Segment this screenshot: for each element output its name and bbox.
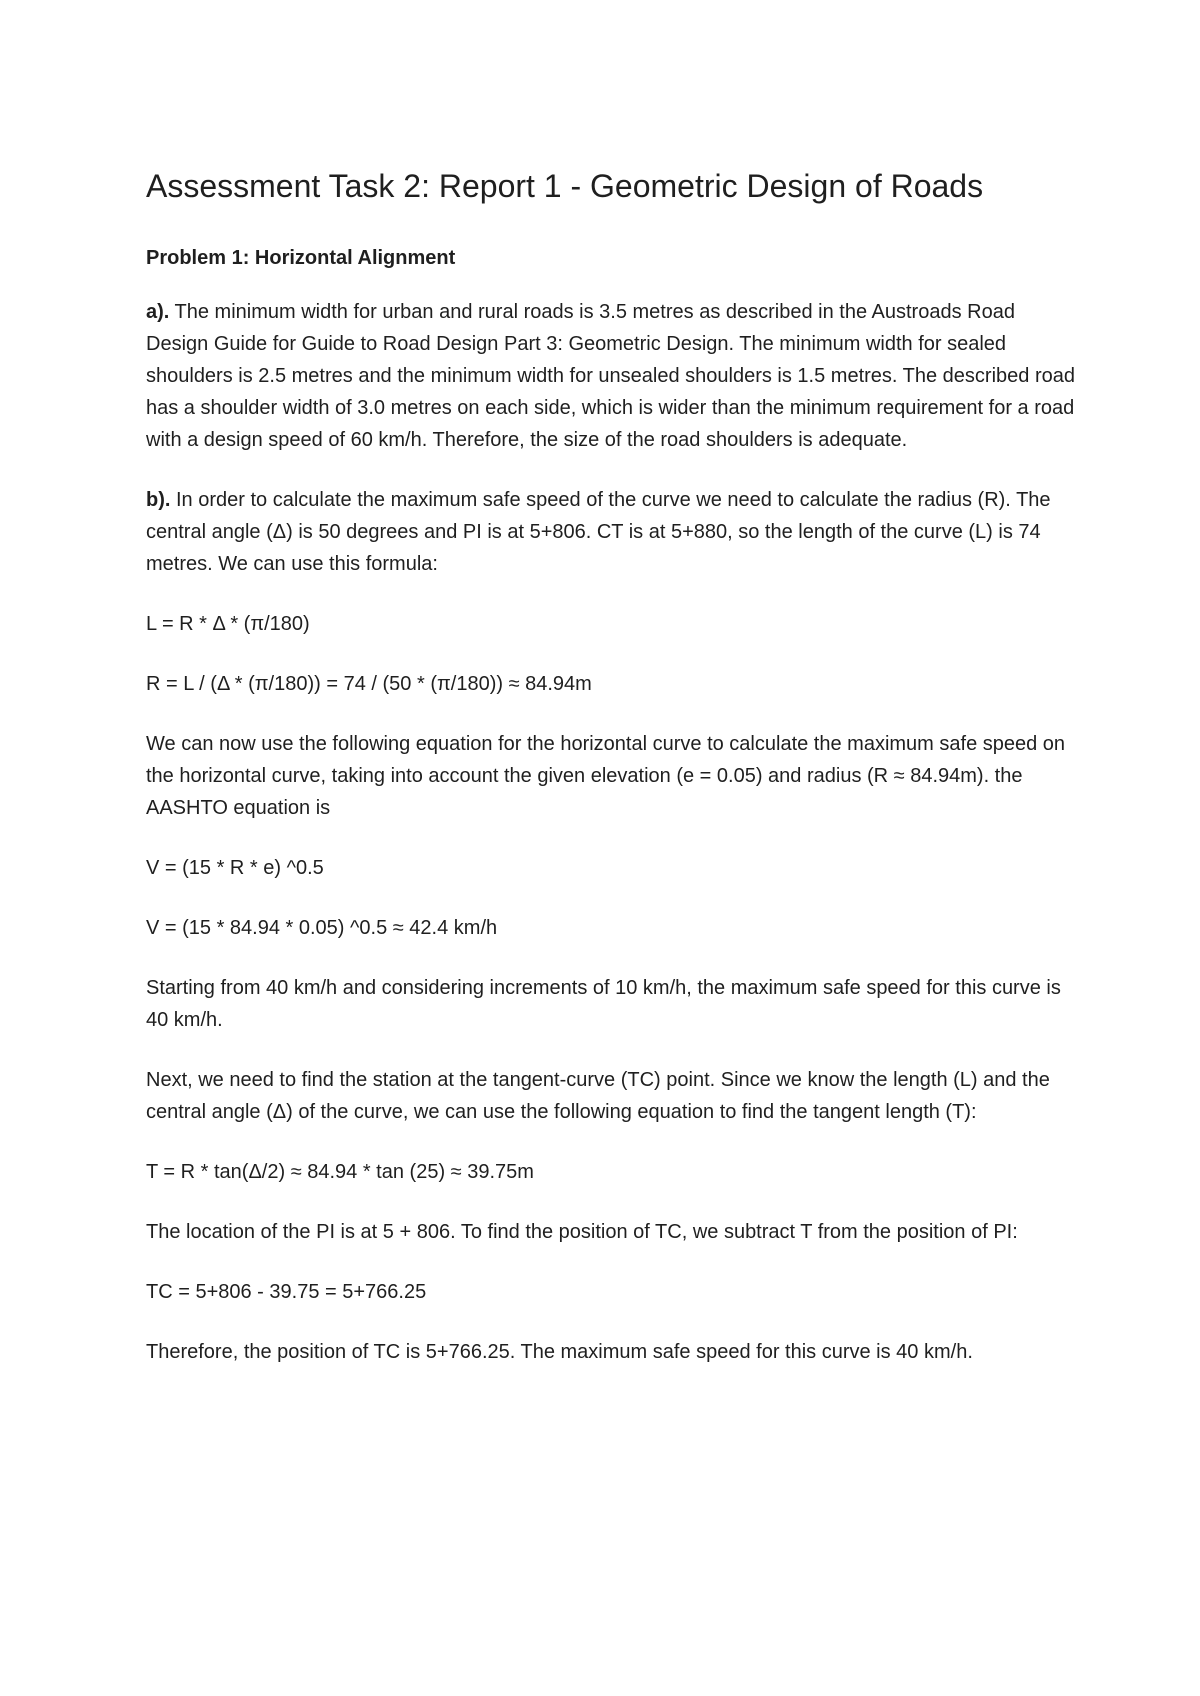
equation-length: L = R * Δ * (π/180) (146, 613, 310, 635)
pi-paragraph: The location of the PI is at 5 + 806. To find the position of TC, we subtract T from the position of PI: (146, 1221, 1018, 1243)
equation-tc: TC = 5+806 - 39.75 = 5+766.25 (146, 1281, 427, 1303)
aashto-paragraph: We can now use the following equation for the horizontal curve to calculate the maximum safe speed on the horizontal curve, taking into account the given elevation (e = 0.05) and radius (R ≈ 84.94m). the AASHTO equation is (146, 733, 1066, 819)
part-a-label: a). (146, 301, 170, 323)
part-b-label: b). (146, 489, 171, 511)
document-title: Assessment Task 2: Report 1 - Geometric Design of Roads (146, 168, 984, 204)
conclusion-paragraph: Therefore, the position of TC is 5+766.25. The maximum safe speed for this curve is 40 km/h. (146, 1341, 973, 1363)
part-a-paragraph (146, 296, 1076, 456)
problem-heading: Problem 1: Horizontal Alignment (146, 247, 456, 269)
part-b-paragraph (146, 484, 1076, 580)
equation-speed-value: V = (15 * 84.94 * 0.05) ^0.5 ≈ 42.4 km/h (146, 917, 498, 939)
document-page (146, 168, 1076, 1396)
part-b-text: In order to calculate the maximum safe speed of the curve we need to calculate the radius (R). The central angle (Δ) is 50 degrees and PI is at 5+806. CT is at 5+880, so the length of the curve (L) is 74 metres. We can use this formula: (146, 489, 1051, 575)
equation-speed-formula: V = (15 * R * e) ^0.5 (146, 857, 324, 879)
equation-radius: R = L / (Δ * (π/180)) = 74 / (50 * (π/180)) ≈ 84.94m (146, 673, 592, 695)
part-a-text: The minimum width for urban and rural roads is 3.5 metres as described in the Austroads Road Design Guide for Guide to Road Design Part 3: Geometric Design. The minimum width for sealed shoulders is 2.5 metres and the minimum width for unsealed shoulders is 1.5 metres. The described road has a shoulder width of 3.0 metres on each side, which is wider than the minimum requirement for a road with a design speed of 60 km/h. Therefore, the size of the road shoulders is adequate. (146, 301, 1075, 451)
equation-tangent: T = R * tan(Δ/2) ≈ 84.94 * tan (25) ≈ 39.75m (146, 1161, 534, 1183)
increments-paragraph: Starting from 40 km/h and considering increments of 10 km/h, the maximum safe speed for this curve is 40 km/h. (146, 977, 1061, 1031)
tc-paragraph: Next, we need to find the station at the tangent-curve (TC) point. Since we know the length (L) and the central angle (Δ) of the curve, we can use the following equation to find the tangent length (T): (146, 1069, 1050, 1123)
